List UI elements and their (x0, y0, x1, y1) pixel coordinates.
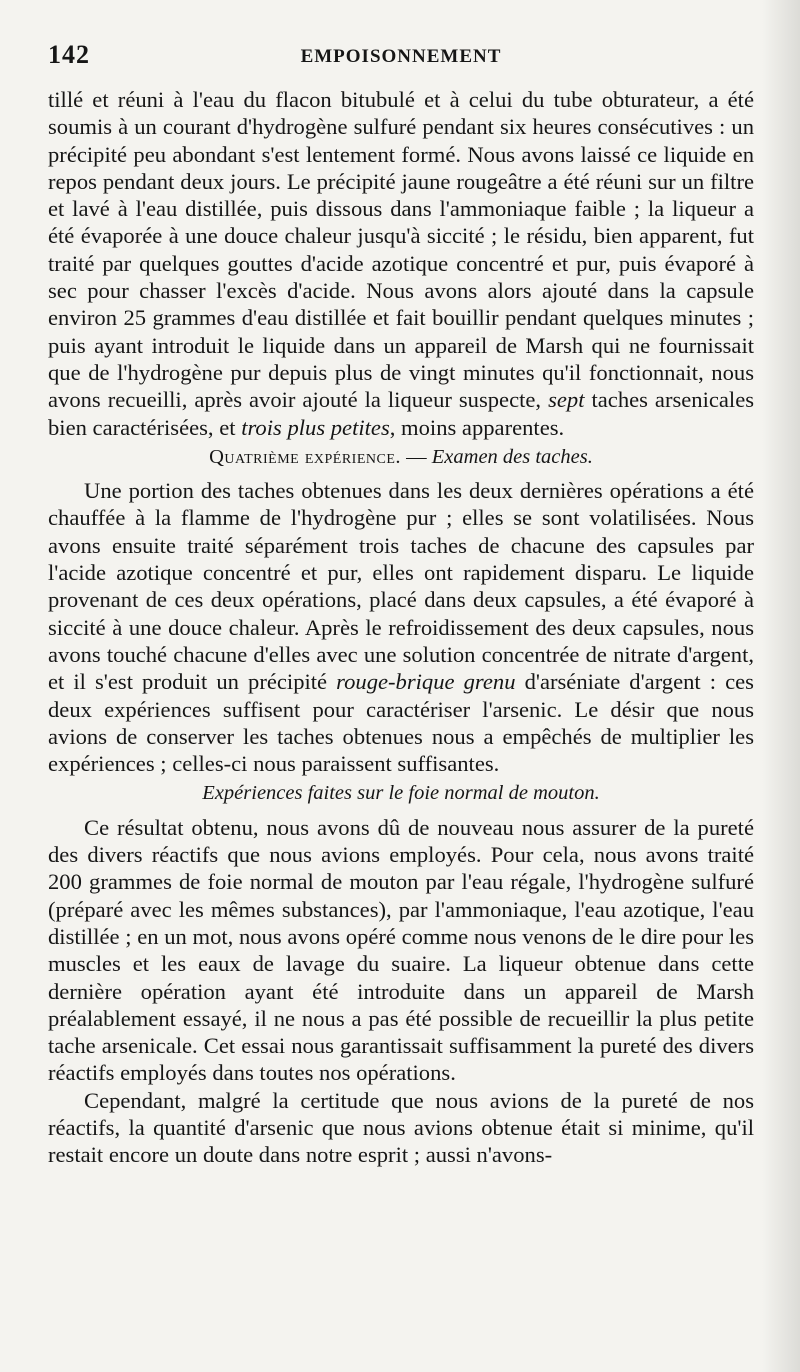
page-number: 142 (48, 40, 90, 69)
paragraph-1-text-mid: taches arsenicales bien caractérisées, et (48, 387, 755, 440)
section-heading-quatrieme-experience (48, 444, 754, 471)
page-body (48, 86, 754, 1169)
section-heading-foie-normal (48, 780, 754, 807)
paragraph-1-text-end: , moins apparentes. (389, 414, 565, 440)
heading-dash: — (406, 445, 427, 468)
paragraph-1-emphasis-trois: trois plus petites (241, 414, 390, 440)
heading-label: Quatrième expérience. (209, 445, 402, 468)
paragraph-1 (48, 86, 754, 441)
paragraph-1-text: tillé et réuni à l'eau du flacon bitubulé et à celui du tube obturateur, a été soumis à un courant d'hydrogène sulfuré pendant six heures consécutives : un précipité peu abondant s'est lentement formé. Nous avons laissé ce liquide en repos pendant deux jours. Le précipité jaune rougeâtre a été réuni sur un filtre et lavé à l'eau distillée, puis dissous dans l'ammoniaque faible ; la liqueur a été évaporée à une douce chaleur jusqu'à siccité ; le résidu, bien apparent, fut traité par quelques gouttes d'acide azotique concentré et pur, puis évaporé à sec pour chasser l'excès d'acide. Nous avons alors ajouté dans la capsule environ 25 grammes d'eau distillée et fait bouillir pendant quelques minutes ; puis ayant introduit le liquide dans un appareil de Marsh qui ne fournissait que de l'hydrogène pur depuis plus de vingt minutes qu'il fonctionnait, nous avons recueilli, après avoir ajouté la liqueur suspecte, (48, 87, 754, 413)
page-header (48, 40, 754, 72)
paragraph-2 (48, 477, 754, 777)
paragraph-3: Ce résultat obtenu, nous avons dû de nouveau nous assurer de la pureté des divers réactifs que nous avions employés. Pour cela, nous avons traité 200 grammes de foie normal de mouton par l'eau régale, l'hydrogène sulfuré (préparé avec les mêmes substances), par l'ammoniaque, l'eau azotique, l'eau distillée ; en un mot, nous avons opéré comme nous venons de le dire pour les muscles et les eaux de lavage du suaire. La liqueur obtenue dans cette dernière opération ayant été introduite dans un appareil de Marsh préalablement essayé, il ne nous a pas été possible de recueillir la plus petite tache arsenicale. Cet essai nous garantissait suffisamment la pureté des divers réactifs employés dans toutes nos opérations. (48, 814, 754, 1086)
heading-title: Examen des taches. (431, 445, 593, 468)
paragraph-1-emphasis-sept: sept (548, 387, 585, 413)
running-title: EMPOISONNEMENT (300, 46, 502, 67)
paragraph-2-text: Une portion des taches obtenues dans les deux dernières opérations a été chauffée à la flamme de l'hydrogène pur ; elles se sont volatilisées. Nous avons ensuite traité séparément trois taches de chacune des capsules par l'acide azotique concentré et pur, elles ont rapidement disparu. Le liquide provenant de ces deux opérations, placé dans deux capsules, a été évaporé à siccité à une douce chaleur. Après le refroidissement des deux capsules, nous avons touché chacune d'elles avec une solution concentrée de nitrate d'argent, et il s'est produit un précipité (48, 478, 754, 695)
paragraph-2-text-end: d'arséniate d'argent : ces deux expériences suffisent pour caractériser l'arsenic. Le désir que nous avions de conserver les taches obtenues nous a empêchés de multiplier les expériences ; celles-ci nous paraissent suffisantes. (48, 669, 754, 777)
paragraph-4: Cependant, malgré la certitude que nous avions de la pureté de nos réactifs, la quantité d'arsenic que nous avions obtenue était si minime, qu'il restait encore un doute dans notre esprit ; aussi n'avons- (48, 1087, 754, 1168)
paragraph-2-emphasis: rouge-brique grenu (336, 669, 516, 695)
heading-title-foie: Expériences faites sur le foie normal de mouton. (202, 782, 600, 805)
